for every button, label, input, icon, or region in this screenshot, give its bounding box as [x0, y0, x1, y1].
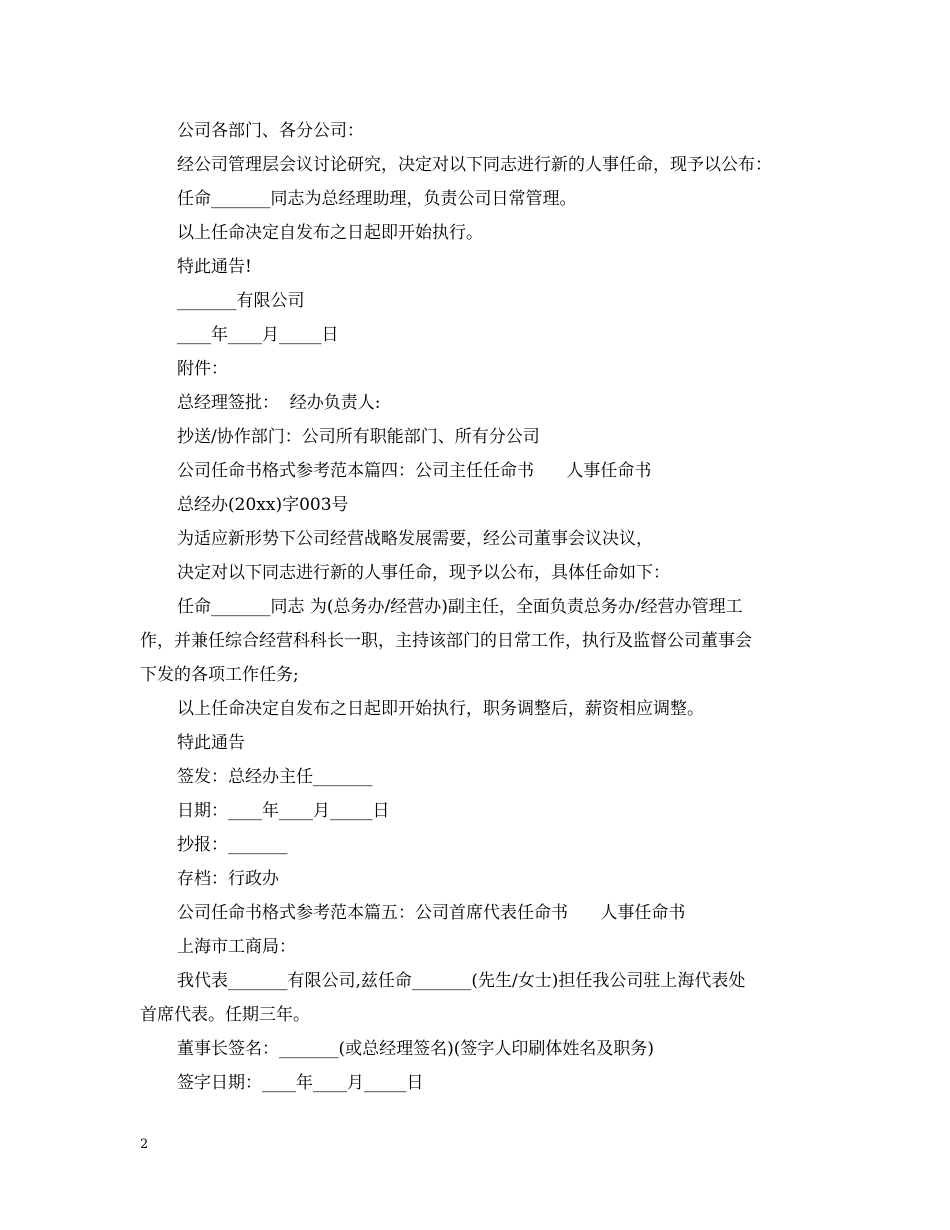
- text-line-8: 附件：: [177, 359, 228, 379]
- text-line-18: 以上任命决定自发布之日起即开始执行，职务调整后，薪资相应调整。: [177, 699, 704, 719]
- text-line-24: 公司任命书格式参考范本篇五：公司首席代表任命书 人事任命书: [177, 903, 686, 923]
- text-line-14: 决定对以下同志进行新的人事任命，现予以公布，具体任命如下：: [177, 563, 670, 583]
- text-line-6: _______有限公司: [177, 291, 305, 311]
- text-line-10: 抄送/协作部门：公司所有职能部门、所有分公司: [177, 427, 540, 447]
- text-line-16: 作，并兼任综合经营科科长一职，主持该部门的日常工作，执行及监督公司董事会: [140, 631, 752, 651]
- text-line-23: 存档：行政办: [177, 869, 279, 889]
- text-line-26: 我代表_______有限公司,兹任命_______(先生/女士)担任我公司驻上海代表处: [177, 971, 746, 991]
- text-line-2: 经公司管理层会议讨论研究，决定对以下同志进行新的人事任命，现予以公布：: [177, 155, 772, 175]
- text-line-21: 日期：____年____月_____日: [177, 801, 390, 821]
- text-line-25: 上海市工商局：: [177, 937, 296, 957]
- text-line-5: 特此通告!: [177, 257, 252, 277]
- text-line-4: 以上任命决定自发布之日起即开始执行。: [177, 223, 483, 243]
- text-line-3: 任命_______同志为总经理助理，负责公司日常管理。: [177, 189, 577, 209]
- text-line-12: 总经办(20xx)字003号: [177, 495, 349, 515]
- text-line-20: 签发：总经办主任_______: [177, 767, 373, 787]
- text-line-1: 公司各部门、各分公司：: [177, 121, 364, 141]
- text-line-13: 为适应新形势下公司经营战略发展需要，经公司董事会议决议，: [177, 529, 653, 549]
- text-line-7: ____年____月_____日: [177, 325, 339, 345]
- text-line-22: 抄报：_______: [177, 835, 288, 855]
- page-number: 2: [140, 1137, 149, 1152]
- text-line-19: 特此通告: [177, 733, 245, 753]
- text-line-9: 总经理签批： 经办负责人:: [177, 393, 381, 413]
- text-line-17: 下发的各项工作任务;: [140, 665, 299, 685]
- text-line-28: 董事长签名：_______(或总经理签名)(签字人印刷体姓名及职务): [177, 1039, 655, 1059]
- text-line-15: 任命_______同志 为(总务办/经营办)副主任，全面负责总务办/经营办管理工: [177, 597, 743, 617]
- text-line-29: 签字日期：____年____月_____日: [177, 1073, 424, 1093]
- text-line-11: 公司任命书格式参考范本篇四：公司主任任命书 人事任命书: [177, 461, 652, 481]
- text-line-27: 首席代表。任期三年。: [140, 1005, 310, 1025]
